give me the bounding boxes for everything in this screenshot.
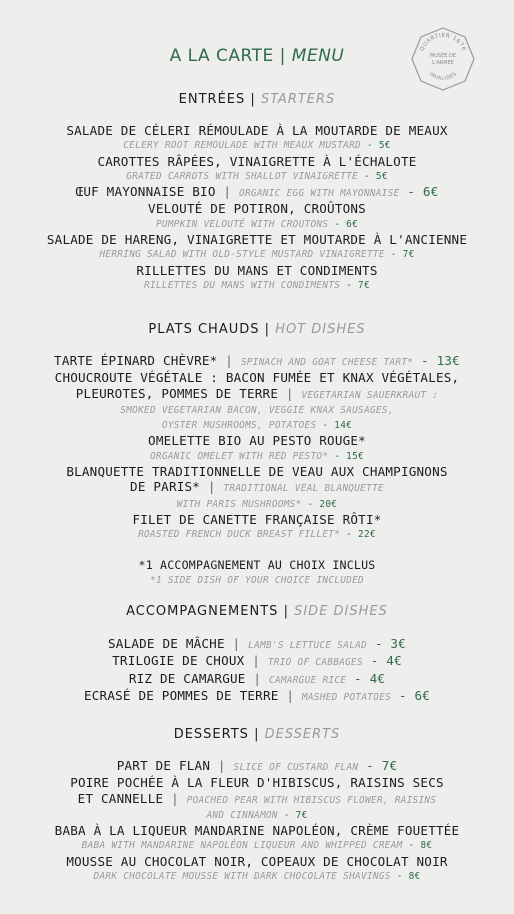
price: - 4€ xyxy=(370,653,402,669)
heading-separator: | xyxy=(283,604,289,619)
menu-item-name xyxy=(0,671,514,688)
menu-item-name xyxy=(0,184,514,201)
english-desc: LAMB'S LETTUCE SALAD xyxy=(248,640,368,651)
english-desc: CELERY ROOT REMOULADE WITH MEAUX MUSTARD xyxy=(123,140,362,152)
menu-item-description xyxy=(0,808,514,823)
english-desc: VEGETARIAN SAUERKRAUT : xyxy=(301,389,439,401)
menu-item-description xyxy=(0,138,514,153)
stamp-middle-1: MUSÉE DE xyxy=(429,53,457,59)
menu-item-name xyxy=(0,688,514,705)
item-separator: | xyxy=(232,636,241,651)
heading-separator: | xyxy=(250,92,256,107)
menu-item-description xyxy=(0,278,514,293)
price: - 8€ xyxy=(396,871,421,883)
item-separator: | xyxy=(207,479,216,495)
menu-item-description xyxy=(0,527,514,542)
english-desc: PUMPKIN VELOUTÉ WITH CROUTONS xyxy=(155,218,329,230)
menu-item-description xyxy=(0,449,514,464)
english-desc: RILLETTES DU MANS WITH CONDIMENTS xyxy=(144,279,341,291)
item-separator: | xyxy=(225,353,234,368)
item-fr: RIZ DE CAMARGUE xyxy=(128,670,246,686)
english-desc: TRIO OF CABBAGES xyxy=(267,657,363,669)
item-fr: TARTE ÉPINARD CHÈVRE* xyxy=(54,353,218,368)
heading-en: SIDE DISHES xyxy=(294,604,388,619)
starters-list xyxy=(0,123,514,293)
english-desc: BABA WITH MANDARINE NAPOLÉON LIQUEUR AND WHIPPED CREAM xyxy=(81,840,403,852)
menu-item-name: VELOUTÉ DE POTIRON, CROÛTONS xyxy=(148,201,366,217)
heading-en: DESSERTS xyxy=(264,727,341,742)
section-heading-desserts xyxy=(0,727,514,742)
title-en: MENU xyxy=(291,46,345,66)
section-heading-starters xyxy=(0,92,514,107)
price: - 6€ xyxy=(334,218,359,230)
item-fr: PART DE FLAN xyxy=(116,758,211,773)
menu-item-name: SALADE DE CÉLERI RÉMOULADE À LA MOUTARDE DE MEAUX xyxy=(66,123,448,138)
item-fr: PLEUROTES, POMMES DE TERRE xyxy=(75,385,279,401)
english-desc: HERRING SALAD WITH OLD-STYLE MUSTARD VINAIGRETTE xyxy=(99,249,385,261)
menu-item-name: BABA À LA LIQUEUR MANDARINE NAPOLÉON, CRÈME FOUETTÉE xyxy=(54,823,460,839)
svg-text:INVALIDES xyxy=(428,71,459,82)
item-fr: TRILOGIE DE CHOUX xyxy=(112,653,245,669)
menu-item-name: CAROTTES RÂPÉES, VINAIGRETTE À L'ÉCHALOTE xyxy=(97,153,417,169)
price: - 13€ xyxy=(421,353,460,368)
price: - 3€ xyxy=(374,636,406,651)
menu-item-name xyxy=(0,479,514,496)
price: - 5€ xyxy=(366,140,391,152)
section-heading-side-dishes xyxy=(0,604,514,619)
menu-item-name xyxy=(0,636,514,653)
price: - 7€ xyxy=(283,809,308,821)
heading-en: HOT DISHES xyxy=(275,322,366,337)
heading-fr: DESSERTS xyxy=(173,727,249,742)
price: - 7€ xyxy=(366,758,398,773)
menu-item-description xyxy=(0,869,514,884)
english-desc: OYSTER MUSHROOMS, POTATOES xyxy=(161,420,317,432)
item-separator: | xyxy=(286,687,295,703)
price: - 7€ xyxy=(390,249,415,261)
menu-item-description xyxy=(0,497,514,512)
item-separator: | xyxy=(252,653,261,669)
english-desc: ROASTED FRENCH DUCK BREAST FILLET* xyxy=(138,529,341,541)
title-fr: A LA CARTE xyxy=(169,46,274,66)
menu-item-name: RILLETTES DU MANS ET CONDIMENTS xyxy=(136,262,378,278)
menu-item-name xyxy=(0,386,514,403)
price: - 8€ xyxy=(408,840,433,852)
side-dishes-list xyxy=(0,636,514,705)
menu-item-description xyxy=(0,838,514,853)
item-separator: | xyxy=(217,758,226,773)
menu-item-name: SALADE DE HARENG, VINAIGRETTE ET MOUTARDE À L'ANCIENNE xyxy=(46,232,468,248)
item-fr: ECRASÉ DE POMMES DE TERRE xyxy=(83,687,279,703)
english-desc: ORGANIC EGG WITH MAYONNAISE xyxy=(239,188,400,200)
item-separator: | xyxy=(253,670,262,686)
menu-item-description xyxy=(0,247,514,262)
price: - 14€ xyxy=(322,420,353,432)
price: - 7€ xyxy=(346,279,370,291)
item-separator: | xyxy=(171,790,179,806)
english-desc: MASHED POTATOES xyxy=(301,691,392,703)
english-desc: SLICE OF CUSTARD FLAN xyxy=(233,762,359,773)
english-desc: WITH PARIS MUSHROOMS* xyxy=(176,498,302,510)
english-desc: AND CINNAMON xyxy=(206,809,278,821)
english-desc: DARK CHOCOLATE MOUSSE WITH DARK CHOCOLATE SHAVINGS xyxy=(93,871,391,883)
menu-item-description xyxy=(0,169,514,184)
hot-dishes-list xyxy=(0,353,514,588)
item-fr: SALADE DE MÂCHE xyxy=(108,636,225,651)
english-desc: GRATED CARROTS WITH SHALLOT VINAIGRETTE xyxy=(126,170,359,182)
title-separator: | xyxy=(279,46,286,66)
item-fr: DE PARIS* xyxy=(130,479,201,495)
side-dish-note-en: *1 SIDE DISH OF YOUR CHOICE INCLUDED xyxy=(150,574,364,586)
menu-item-name xyxy=(0,653,514,670)
price: - 6€ xyxy=(398,687,431,703)
price: - 4€ xyxy=(354,670,386,686)
menu-item-description: SMOKED VEGETARIAN BACON, VEGGIE KNAX SAUSAGES, xyxy=(120,404,394,416)
menu-item-description xyxy=(0,217,514,232)
heading-en: STARTERS xyxy=(260,92,336,107)
english-desc: POACHED PEAR WITH HIBISCUS FLOWER, RAISINS xyxy=(186,794,437,806)
museum-stamp-logo xyxy=(410,26,476,92)
section-heading-hot-dishes xyxy=(0,322,514,337)
english-desc: SPINACH AND GOAT CHEESE TART* xyxy=(240,357,414,368)
price: - 5€ xyxy=(364,170,388,182)
price: - 15€ xyxy=(334,450,364,462)
side-dish-note: *1 ACCOMPAGNEMENT AU CHOIX INCLUS xyxy=(138,557,376,572)
stamp-bottom-text: INVALIDES xyxy=(427,71,459,82)
menu-item-name: OMELETTE BIO AU PESTO ROUGE* xyxy=(148,433,366,449)
heading-fr: PLATS CHAUDS xyxy=(148,322,260,337)
heading-separator: | xyxy=(254,727,260,742)
item-fr: ŒUF MAYONNAISE BIO xyxy=(75,184,216,200)
desserts-list xyxy=(0,758,514,884)
heading-fr: ACCOMPAGNEMENTS xyxy=(126,604,279,619)
menu-item-name: BLANQUETTE TRADITIONNELLE DE VEAU AUX CHAMPIGNONS xyxy=(66,464,448,480)
menu-item-name: MOUSSE AU CHOCOLAT NOIR, COPEAUX DE CHOCOLAT NOIR xyxy=(66,853,448,869)
price: - 22€ xyxy=(346,529,376,541)
price: - 20€ xyxy=(307,498,338,510)
item-separator: | xyxy=(285,385,294,401)
menu-item-name xyxy=(0,791,514,808)
svg-text:QUARTIER 1676 xyxy=(419,33,466,52)
menu-item-description xyxy=(0,418,514,433)
menu-item-name xyxy=(0,353,514,370)
item-fr: ET CANNELLE xyxy=(77,790,164,806)
english-desc: TRADITIONAL VEAL BLANQUETTE xyxy=(223,483,384,495)
english-desc: CAMARGUE RICE xyxy=(268,674,347,686)
price: - 6€ xyxy=(407,184,439,200)
menu-item-name: FILET DE CANETTE FRANÇAISE RÔTI* xyxy=(132,511,382,527)
heading-fr: ENTRÉES xyxy=(178,92,246,107)
menu-item-name xyxy=(0,758,514,775)
stamp-top-text: QUARTIER 1676 xyxy=(419,32,467,53)
item-separator: | xyxy=(223,184,232,200)
stamp-middle-2: L'ARMÉE xyxy=(432,60,454,66)
menu-item-name: CHOUCROUTE VÉGÉTALE : BACON FUMÉE ET KNAX VÉGÉTALES, xyxy=(54,370,460,386)
menu-item-name: POIRE POCHÉE À LA FLEUR D'HIBISCUS, RAISINS SECS xyxy=(70,775,444,791)
heading-separator: | xyxy=(264,322,271,337)
english-desc: ORGANIC OMELET WITH RED PESTO* xyxy=(149,450,329,462)
